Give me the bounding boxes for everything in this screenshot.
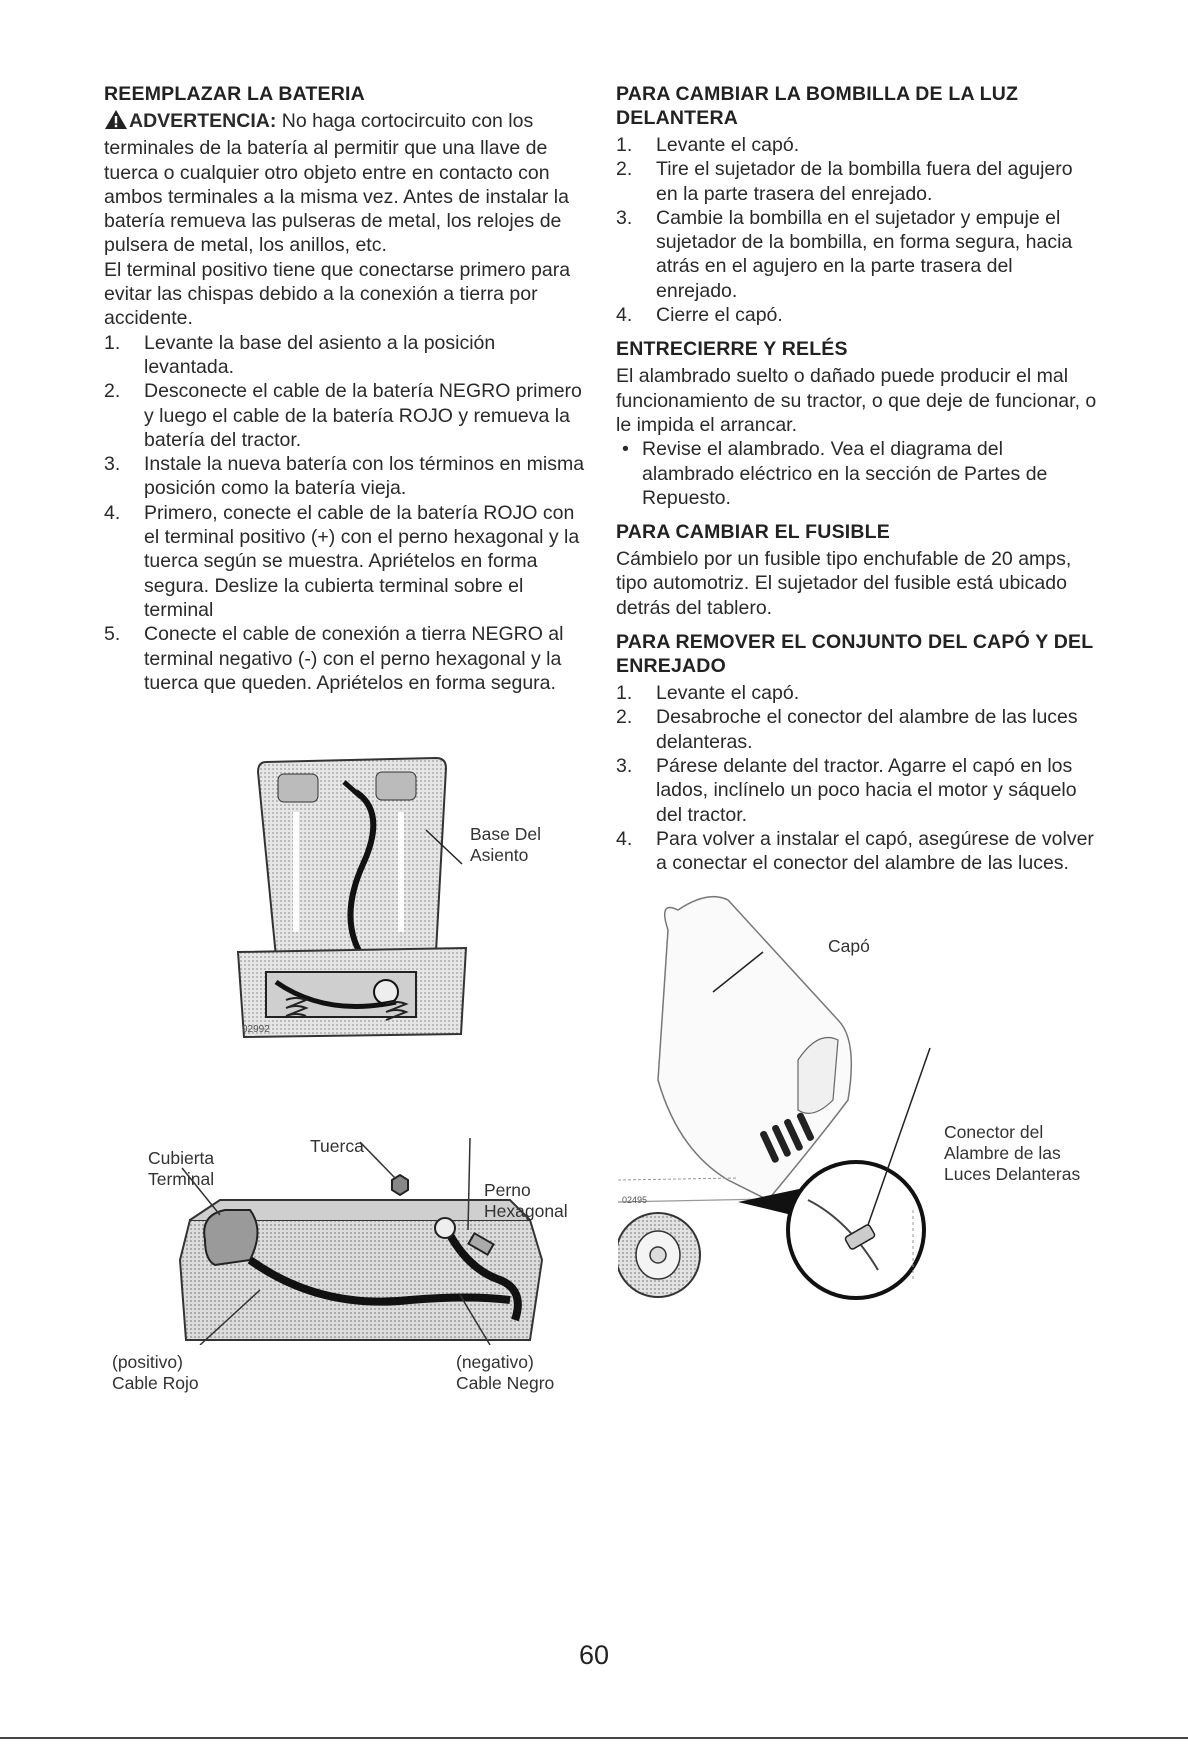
label-capo: Capó — [828, 936, 870, 956]
warning-text: No haga cortocircuito con los terminales de la batería al permitir que una llave de tuerca o cualquier otro objeto entre en contacto con ambos terminales a la misma vez. Antes de instalar la batería remueva las pulseras de metal, los relojes de pulsera de metal, los anillos, etc. — [104, 110, 569, 257]
list-item: 1. Levante el capó. — [616, 134, 800, 156]
bulb-heading: PARA CAMBIAR LA BOMBILLA DE LA LUZ DELANTERA — [616, 83, 1019, 129]
warning-triangle-icon — [104, 109, 128, 136]
relays-bullets — [616, 437, 1098, 510]
list-item: 1. Levante el capó. — [616, 682, 800, 705]
hood-section — [616, 630, 1098, 875]
list-item: 1. Levante la base del asiento a la posición levantada. — [104, 331, 496, 378]
fuse-para: Cámbielo por un fusible tipo enchufable de 20 amps, tipo automotriz. El sujetador del fusible está ubicado detrás del tablero. — [616, 548, 1072, 619]
page-number: 60 — [578, 1640, 610, 1670]
right-column — [616, 82, 1098, 875]
label-cubierta-terminal: Cubierta Terminal — [148, 1148, 215, 1189]
bulb-steps — [616, 133, 1098, 327]
list-item: • Revise el alambrado. Vea el diagrama del alambrado eléctrico en la sección de Partes de Repuesto. — [616, 437, 1098, 510]
battery-warning — [104, 109, 586, 258]
battery-para: El terminal positivo tiene que conectarse primero para evitar las chispas debido a la conexión a tierra por accidente. — [104, 258, 571, 330]
warning-word: ADVERTENCIA: — [129, 110, 277, 132]
label-perno-hexagonal: Perno Hexagonal — [484, 1180, 568, 1221]
label-conector-alambre: Conector del Alambre de las Luces Delanteras — [944, 1122, 1081, 1184]
list-item: 3. Cambie la bombilla en el sujetador y empuje el sujetador de la bombilla, en forma segura, hacia atrás en el agujero en la parte trasera del enrejado. — [616, 206, 1073, 302]
bottom-rule — [0, 1737, 1188, 1739]
battery-steps — [104, 331, 586, 695]
seat-base-figure — [236, 752, 566, 1042]
battery-figure — [170, 1120, 560, 1345]
list-item: 4. Para volver a instalar el capó, asegúrese de volver a conectar el conector del alambre de las luces. — [616, 827, 1094, 875]
hood-heading: PARA REMOVER EL CONJUNTO DEL CAPÓ Y DEL ENREJADO — [616, 631, 1093, 678]
list-item: 2. Desconecte el cable de la batería NEGRO primero y luego el cable de la batería ROJO y remueva la batería del tractor. — [104, 380, 582, 451]
list-item: 2. Tire el sujetador de la bombilla fuera del agujero en la parte trasera del enrejado. — [616, 158, 1073, 205]
figure-code: 02992 — [242, 1024, 270, 1035]
hood-figure — [618, 880, 968, 1300]
label-cable-negro: (negativo) Cable Negro — [456, 1352, 555, 1393]
label-tuerca: Tuerca — [310, 1136, 364, 1156]
list-item: 2. Desabroche el conector del alambre de las luces delanteras. — [616, 706, 1078, 753]
left-column — [104, 82, 586, 695]
relays-heading: ENTRECIERRE Y RELÉS — [616, 338, 848, 361]
battery-heading: REEMPLAZAR LA BATERIA — [104, 83, 365, 105]
hood-steps — [616, 681, 1098, 875]
figure-code: 02495 — [622, 1195, 648, 1205]
fuse-heading: PARA CAMBIAR EL FUSIBLE — [616, 521, 890, 544]
list-item: 3. Párese delante del tractor. Agarre el capó en los lados, inclínelo un poco hacia el motor y sáquelo del tractor. — [616, 754, 1077, 826]
list-item: 4. Cierre el capó. — [616, 304, 783, 327]
relays-para: El alambrado suelto o dañado puede producir el mal funcionamiento de su tractor, o que deje de funcionar, o le impida el arrancar. — [616, 365, 1097, 436]
list-item: 4. Primero, conecte el cable de la batería ROJO con el terminal positivo (+) con el perno hexagonal y la tuerca según se muestra. Apriételos en forma segura. Deslize la cubierta terminal sobre el terminal — [104, 501, 580, 621]
label-base-del-asiento: Base Del Asiento — [470, 824, 542, 865]
list-item: 3. Instale la nueva batería con los términos en misma posición como la batería vieja. — [104, 453, 585, 500]
fuse-section — [616, 520, 1098, 620]
list-item: 5. Conecte el cable de conexión a tierra NEGRO al terminal negativo (-) con el perno hexagonal y la tuerca que queden. Apriételos en forma segura. — [104, 623, 564, 694]
label-cable-rojo: (positivo) Cable Rojo — [112, 1352, 199, 1393]
relays-section — [616, 337, 1098, 510]
